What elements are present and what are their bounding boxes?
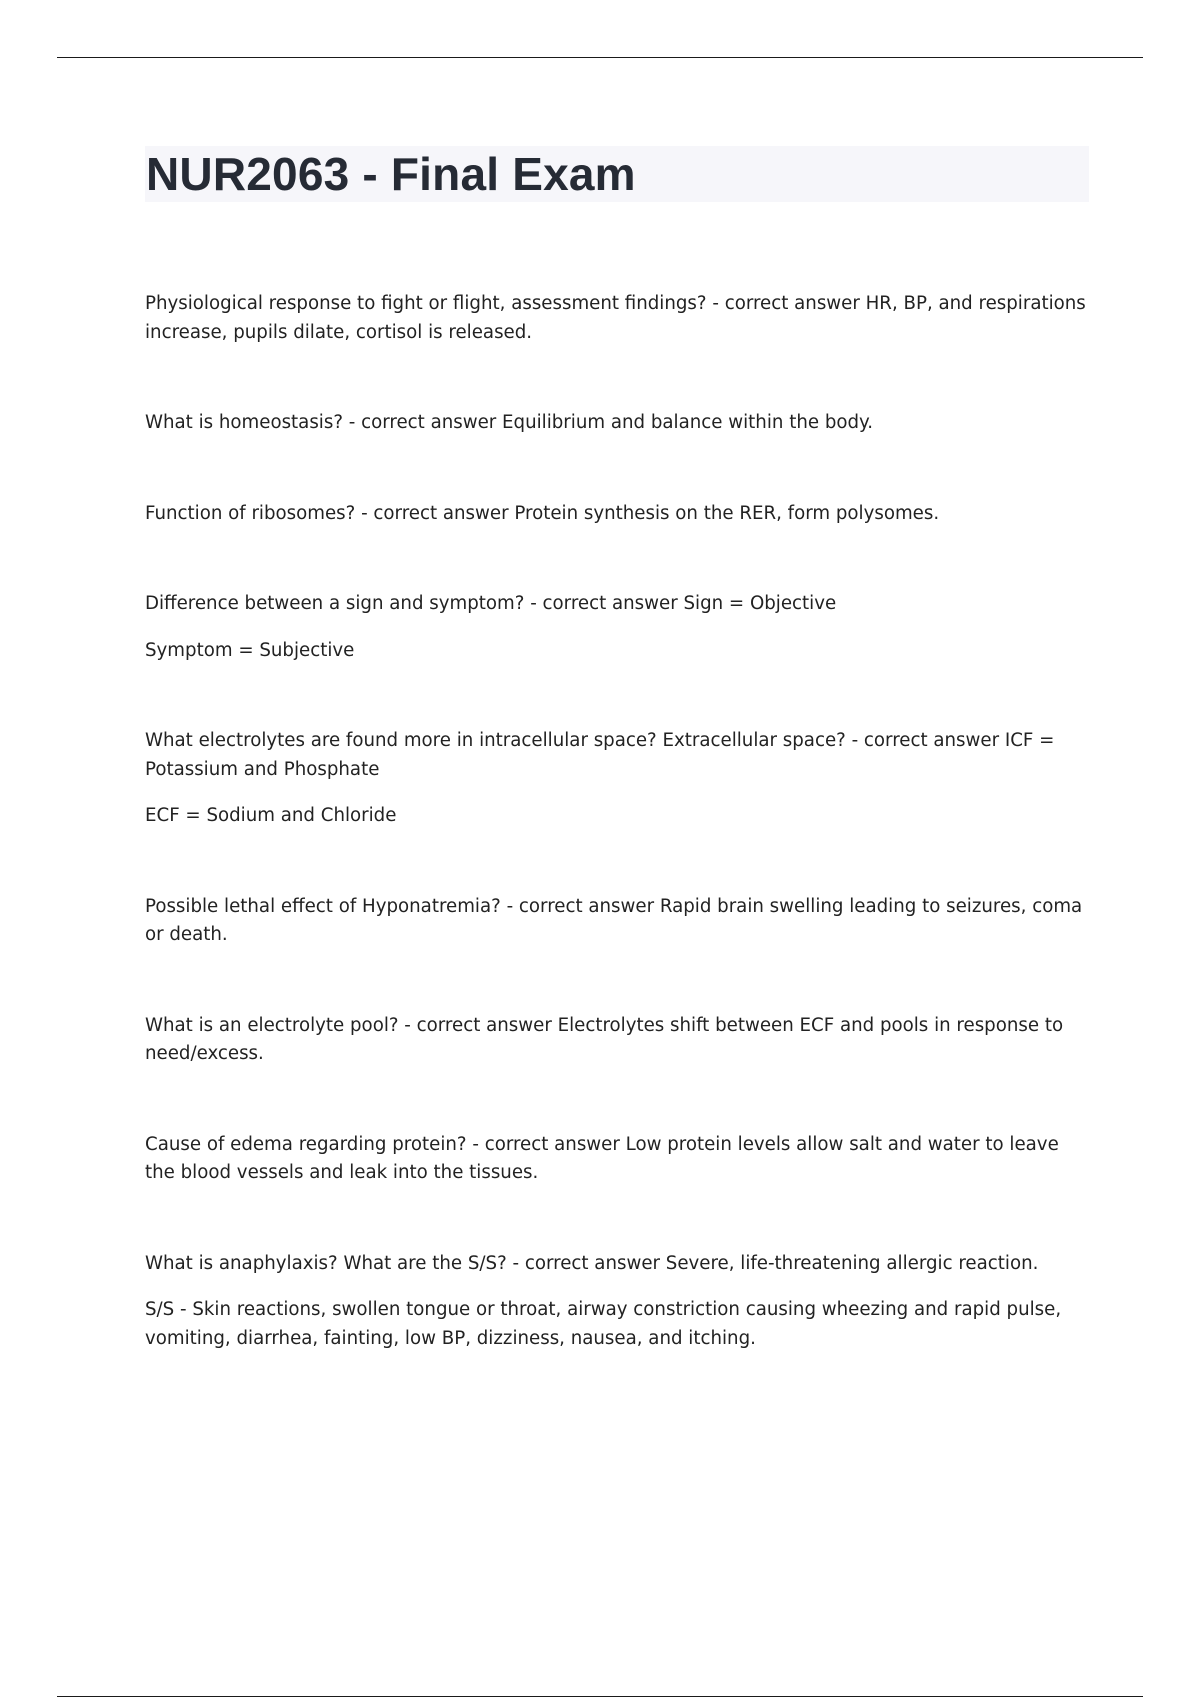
qa-item — [145, 1131, 1090, 1188]
qa-item — [145, 1250, 1090, 1354]
qa-text: Physiological response to fight or flight, assessment findings? - correct answer HR, BP, and respirations increase, pupils dilate, cortisol is released. — [145, 293, 1086, 343]
qa-item — [145, 1012, 1090, 1069]
qa-text-continued: ECF = Sodium and Chloride — [145, 805, 397, 826]
qa-item — [145, 590, 1090, 665]
qa-text: Function of ribosomes? - correct answer Protein synthesis on the RER, form polysomes. — [145, 502, 940, 524]
qa-item — [145, 500, 1090, 529]
top-rule — [57, 57, 1143, 58]
qa-text: Cause of edema regarding protein? - correct answer Low protein levels allow salt and water to leave the blood vessels and leak into the tissues. — [145, 1133, 1059, 1183]
qa-item — [145, 727, 1090, 831]
page-title: NUR2063 - Final Exam — [146, 148, 636, 200]
qa-text-continued: S/S - Skin reactions, swollen tongue or throat, airway constriction causing wheezing and rapid pulse, vomiting, diarrhea, fainting, low BP, dizziness, nausea, and itching. — [145, 1299, 1062, 1349]
qa-text: Difference between a sign and symptom? - correct answer Sign = Objective — [145, 593, 837, 614]
qa-item — [145, 893, 1090, 950]
qa-text: What electrolytes are found more in intracellular space? Extracellular space? - correct answer ICF = Potassium and Phosphate — [145, 730, 1055, 780]
qa-item — [145, 409, 1090, 438]
qa-text: What is an electrolyte pool? - correct answer Electrolytes shift between ECF and pools in response to need/excess. — [145, 1014, 1064, 1064]
qa-item — [145, 290, 1090, 347]
qa-text: What is anaphylaxis? What are the S/S? - correct answer Severe, life-threatening allergic reaction. — [145, 1252, 1039, 1274]
bottom-rule — [57, 1696, 1143, 1697]
qa-text: Possible lethal effect of Hyponatremia? - correct answer Rapid brain swelling leading to seizures, coma or death. — [145, 895, 1083, 945]
qa-text: What is homeostasis? - correct answer Equilibrium and balance within the body. — [145, 412, 873, 433]
qa-text-continued: Symptom = Subjective — [145, 639, 355, 661]
qa-list — [145, 290, 1090, 1415]
